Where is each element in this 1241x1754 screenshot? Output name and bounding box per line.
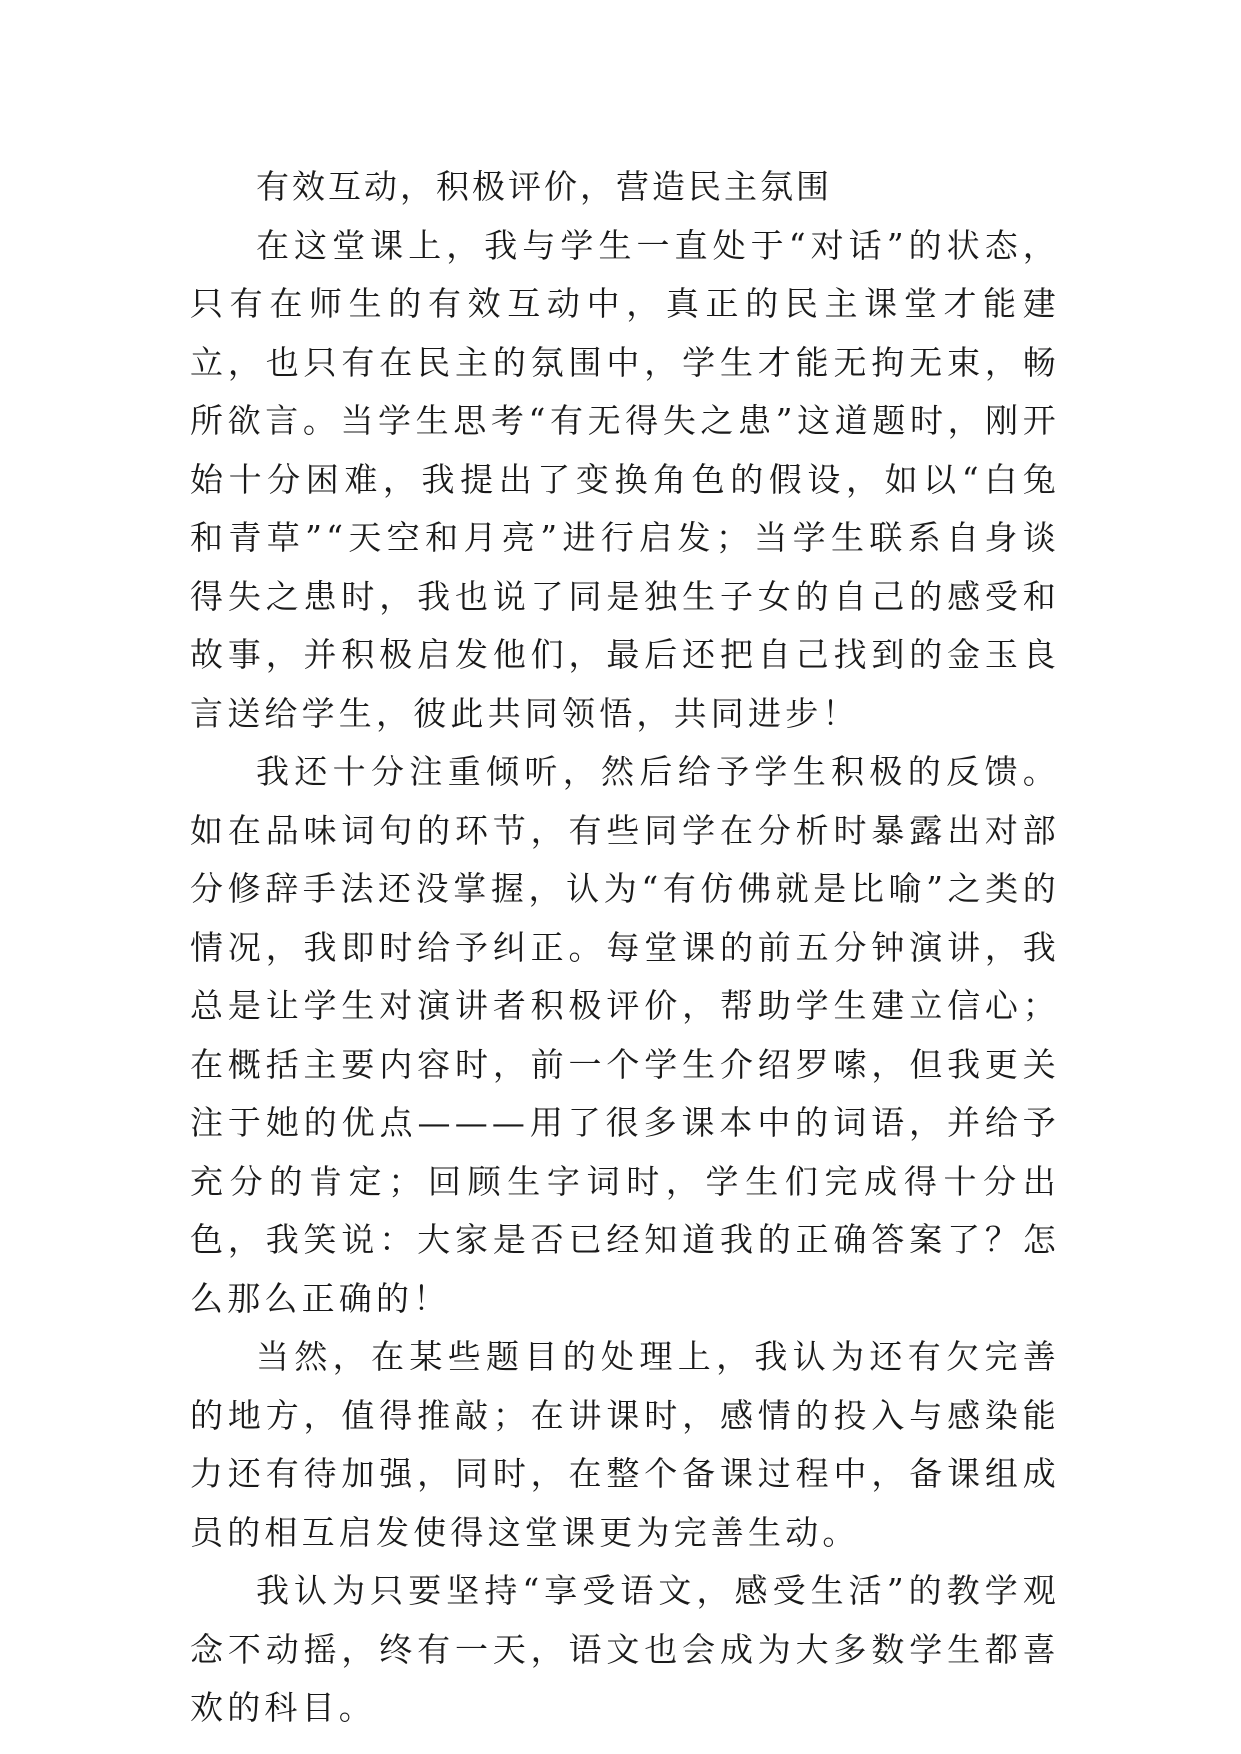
document-page <box>190 158 1060 1738</box>
section-heading: 有效互动，积极评价，营造民主氛围 <box>256 167 832 206</box>
paragraph-dialogue: 在这堂课上，我与学生一直处于“对话”的状态，只有在师生的有效互动中，真正的民主课堂才能建立，也只有在民主的氛围中，学生才能无拘无束，畅所欲言。当学生思考“有无得失之患”这道题时，刚开始十分困难，我提出了变换角色的假设，如以“白兔和青草”“天空和月亮”进行启发；当学生联系自身谈得失之患时，我也说了同是独生子女的自己的感受和故事，并积极启发他们，最后还把自己找到的金玉良言送给学生，彼此共同领悟，共同进步！ <box>190 225 1060 733</box>
paragraph-conclusion: 我认为只要坚持“享受语文，感受生活”的教学观念不动摇，终有一天，语文也会成为大多数学生都喜欢的科目。 <box>190 1571 1060 1727</box>
paragraph-feedback: 我还十分注重倾听，然后给予学生积极的反馈。如在品味词句的环节，有些同学在分析时暴露出对部分修辞手法还没掌握，认为“有仿佛就是比喻”之类的情况，我即时给予纠正。每堂课的前五分钟演讲，我总是让学生对演讲者积极评价，帮助学生建立信心；在概括主要内容时，前一个学生介绍罗嗦，但我更关注于她的优点———用了很多课本中的词语，并给予充分的肯定；回顾生字词时，学生们完成得十分出色，我笑说：大家是否已经知道我的正确答案了？怎么那么正确的！ <box>190 752 1060 1318</box>
paragraph-reflection: 当然，在某些题目的处理上，我认为还有欠完善的地方，值得推敲；在讲课时，感情的投入与感染能力还有待加强，同时，在整个备课过程中，备课组成员的相互启发使得这堂课更为完善生动。 <box>190 1337 1060 1552</box>
